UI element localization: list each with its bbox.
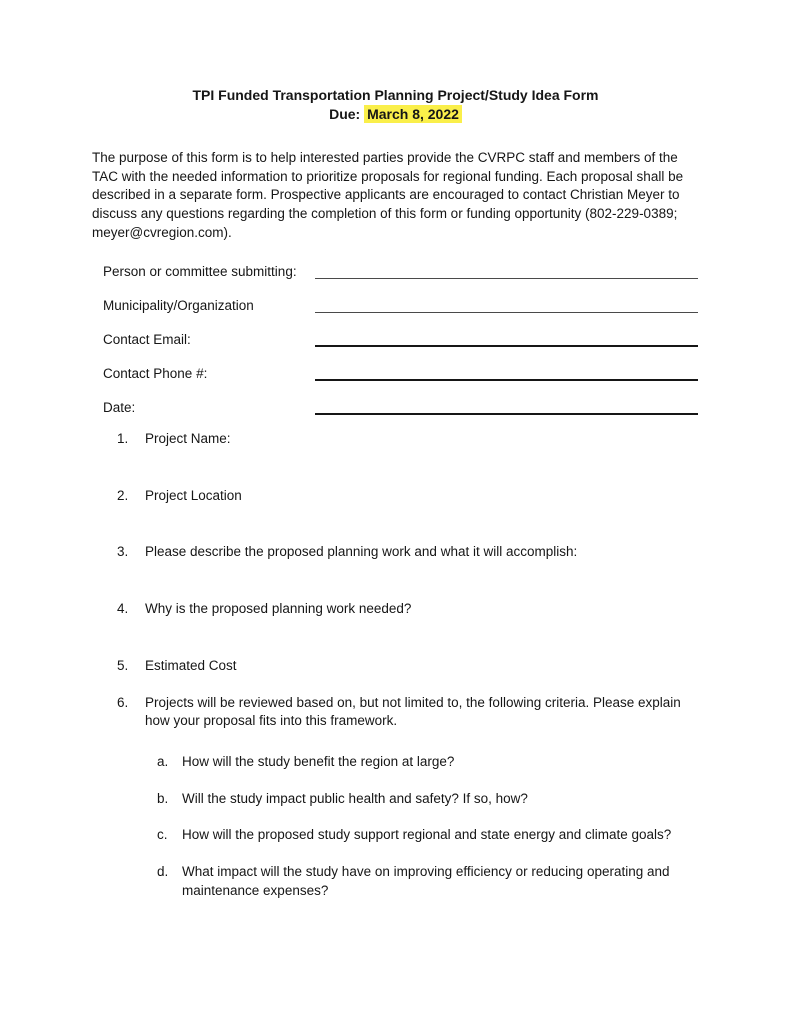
due-line bbox=[0, 105, 791, 124]
sub-item-letter: b. bbox=[157, 790, 169, 806]
intro-paragraph: The purpose of this form is to help interested parties provide the CVRPC staff and members of the TAC with the needed information to prioritize proposals for regional funding. Each proposal shall be described in a separate form. Prospective applicants are encouraged to contact Christian Meyer to discuss any questions regarding the completion of this form or funding opportunity (802-229-0389; meyer@cvregion.com). bbox=[92, 150, 684, 240]
field-label-phone: Contact Phone #: bbox=[103, 366, 208, 382]
field-label-municipality: Municipality/Organization bbox=[103, 298, 254, 314]
sub-item-letter: c. bbox=[157, 827, 168, 843]
list-item-project-name bbox=[117, 430, 698, 449]
item-text: Please describe the proposed planning work and what it will accomplish: bbox=[145, 544, 578, 560]
field-row-email bbox=[103, 316, 698, 350]
list-item-review-criteria bbox=[117, 694, 698, 731]
field-line-phone bbox=[315, 379, 698, 381]
field-row-date bbox=[103, 384, 698, 418]
list-item-project-location bbox=[117, 487, 698, 506]
question-list bbox=[117, 430, 698, 900]
sub-item-text: Will the study impact public health and safety? If so, how? bbox=[182, 790, 528, 806]
sub-item-text: What impact will the study have on improving efficiency or reducing operating and maintenance expenses? bbox=[182, 864, 670, 898]
criteria-sub-list bbox=[157, 753, 698, 901]
item-text: Project Name: bbox=[145, 431, 231, 446]
document-title: TPI Funded Transportation Planning Project/Study Idea Form bbox=[192, 87, 599, 103]
list-item-estimated-cost bbox=[117, 657, 698, 676]
item-number: 3. bbox=[117, 544, 129, 560]
due-date-highlight: March 8, 2022 bbox=[364, 105, 462, 123]
item-text: Projects will be reviewed based on, but not limited to, the following criteria. Please explain how your proposal fits into this framework. bbox=[145, 694, 681, 729]
list-item-describe-work bbox=[117, 543, 698, 562]
list-item-why-needed bbox=[117, 600, 698, 619]
item-text: Why is the proposed planning work needed? bbox=[145, 601, 412, 617]
field-label-email: Contact Email: bbox=[103, 332, 191, 348]
field-label-submitter: Person or committee submitting: bbox=[103, 264, 297, 280]
field-label-date: Date: bbox=[103, 400, 136, 416]
item-number: 4. bbox=[117, 601, 129, 617]
field-row-phone bbox=[103, 350, 698, 384]
sub-item-letter: d. bbox=[157, 864, 169, 880]
sub-item-text: How will the proposed study support regional and state energy and climate goals? bbox=[182, 827, 672, 843]
field-line-submitter bbox=[315, 278, 698, 279]
sub-item-energy-climate bbox=[157, 826, 698, 845]
sub-item-region-benefit bbox=[157, 753, 698, 772]
field-row-municipality bbox=[103, 282, 698, 316]
item-number: 6. bbox=[117, 694, 129, 710]
item-number: 1. bbox=[117, 431, 129, 446]
field-row-submitter bbox=[103, 248, 698, 282]
document-header bbox=[0, 86, 791, 124]
field-line-date bbox=[315, 413, 698, 415]
field-line-email bbox=[315, 345, 698, 347]
sub-item-text: How will the study benefit the region at large? bbox=[182, 753, 455, 769]
item-text: Project Location bbox=[145, 487, 242, 503]
field-line-municipality bbox=[315, 312, 698, 313]
due-label: Due: bbox=[329, 106, 365, 122]
item-number: 5. bbox=[117, 657, 129, 673]
contact-fields bbox=[103, 248, 698, 418]
sub-item-health-safety bbox=[157, 790, 698, 809]
sub-item-efficiency bbox=[157, 863, 698, 900]
sub-item-letter: a. bbox=[157, 753, 169, 769]
item-text: Estimated Cost bbox=[145, 657, 237, 673]
item-number: 2. bbox=[117, 487, 129, 503]
